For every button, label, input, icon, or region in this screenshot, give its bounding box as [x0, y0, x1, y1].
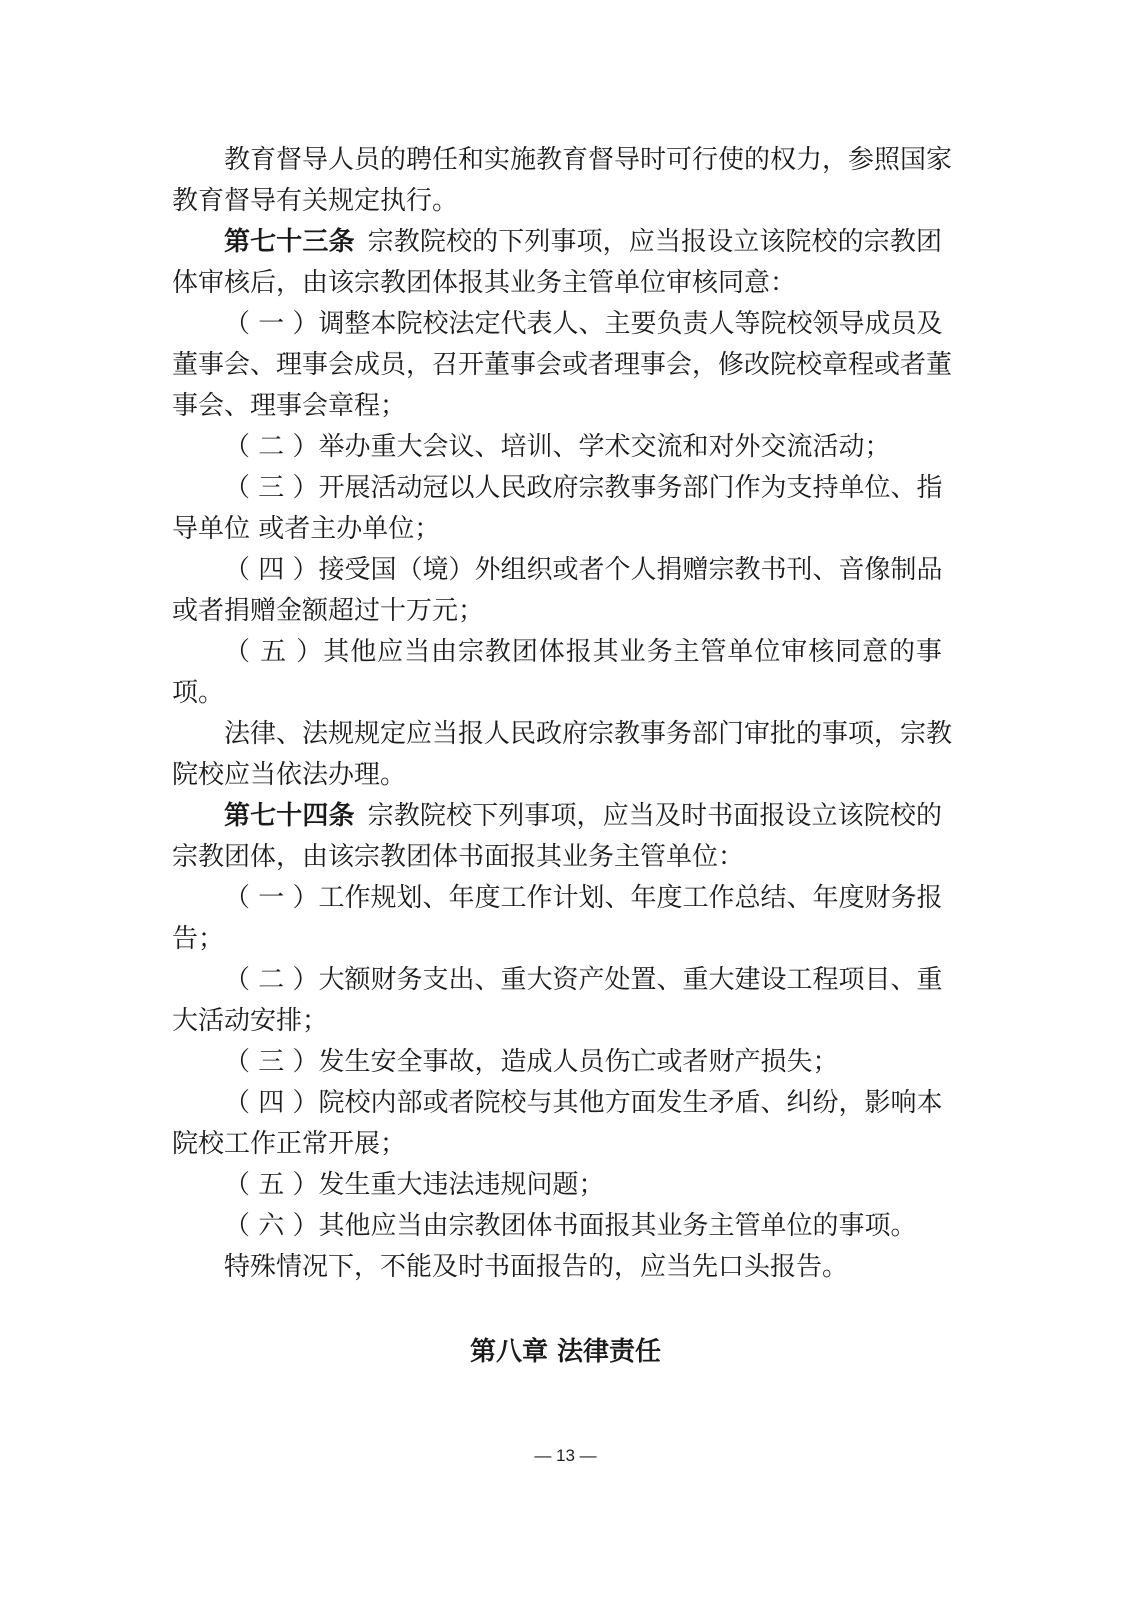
text-line: [172, 427, 942, 468]
line-text: （ 四 ）接受国（境）外组织或者个人捐赠宗教书刊、音像制品: [224, 555, 943, 585]
text-line: [172, 878, 942, 919]
line-text: 导单位 或者主办单位；: [172, 514, 441, 544]
text-line: [172, 304, 942, 345]
paragraph: [172, 960, 942, 1042]
paragraph: [172, 714, 953, 796]
line-text: 教育督导有关规定执行。: [172, 186, 459, 216]
text-line: [172, 673, 942, 714]
paragraph: [172, 1206, 942, 1247]
line-text: （ 五 ）其他应当由宗教团体报其业务主管单位审核同意的事: [224, 637, 942, 667]
line-text: 董事会、理事会成员，召开董事会或者理事会，修改院校章程或者董: [172, 350, 953, 380]
text-line: [172, 919, 942, 960]
chapter-heading: 第八章 法律责任: [469, 1337, 662, 1367]
paragraph: [172, 427, 942, 468]
paragraph: [172, 796, 942, 878]
line-text: （ 六 ）其他应当由宗教团体书面报其业务主管单位的事项。: [224, 1211, 917, 1241]
text-line: [172, 960, 942, 1001]
line-text: 教育督导人员的聘任和实施教育督导时可行使的权力，参照国家: [224, 145, 953, 175]
article-number: 第七十三条: [224, 227, 355, 257]
text-line: [172, 468, 942, 509]
text-line: [172, 714, 953, 755]
paragraph: [172, 222, 942, 304]
text-line: [172, 345, 953, 386]
text-line: [172, 1247, 942, 1288]
line-text: 体审核后，由该宗教团体报其业务主管单位审核同意：: [172, 268, 797, 298]
text-line: [172, 1206, 942, 1247]
line-text: （ 三 ）发生安全事故，造成人员伤亡或者财产损失；: [224, 1047, 839, 1077]
text-line: [172, 755, 942, 796]
line-text: 特殊情况下，不能及时书面报告的，应当先口头报告。: [224, 1252, 849, 1282]
paragraph: [172, 878, 942, 960]
text-line: [172, 509, 942, 550]
paragraph: [172, 1247, 942, 1288]
paragraph: [172, 1165, 942, 1206]
line-text: （ 二 ）举办重大会议、培训、学术交流和对外交流活动；: [224, 432, 891, 462]
line-text: 法律、法规规定应当报人民政府宗教事务部门审批的事项，宗教: [224, 719, 953, 749]
text-line: [172, 140, 953, 181]
text-line: [172, 263, 942, 304]
text-line: [172, 222, 942, 263]
text-line: [172, 550, 942, 591]
line-text: （ 四 ）院校内部或者院校与其他方面发生矛盾、纠纷，影响本: [224, 1088, 943, 1118]
paragraph: [172, 468, 942, 550]
line-text: （ 一 ）调整本院校法定代表人、主要负责人等院校领导成员及: [224, 309, 943, 339]
text-line: [172, 1083, 942, 1124]
line-text: 告；: [172, 924, 225, 954]
line-text: （ 二 ）大额财务支出、重大资产处置、重大建设工程项目、重: [224, 965, 943, 995]
line-text: 或者捐赠金额超过十万元；: [172, 596, 485, 626]
paragraph: [172, 1042, 942, 1083]
paragraph: [172, 1083, 942, 1165]
text-line: [172, 632, 942, 673]
line-text: 宗教院校下列事项，应当及时书面报设立该院校的: [367, 801, 942, 831]
line-text: 院校工作正常开展；: [172, 1129, 407, 1159]
page-number: — 13 —: [534, 1446, 597, 1465]
line-text: 项。: [172, 678, 225, 708]
article-number: 第七十四条: [224, 801, 355, 831]
line-text: 宗教院校的下列事项，应当报设立该院校的宗教团: [367, 227, 942, 257]
line-text: （ 三 ）开展活动冠以人民政府宗教事务部门作为支持单位、指: [224, 473, 943, 503]
text-line: [172, 1001, 942, 1042]
text-line: [172, 386, 942, 427]
line-text: （ 五 ）发生重大违法违规问题；: [224, 1170, 605, 1200]
paragraph: [172, 550, 942, 632]
paragraph: [172, 632, 942, 714]
line-text: （ 一 ）工作规划、年度工作计划、年度工作总结、年度财务报: [224, 883, 943, 913]
text-line: [172, 591, 942, 632]
paragraph: [172, 140, 953, 222]
document-body: [172, 140, 953, 1288]
line-text: 事会、理事会章程；: [172, 391, 407, 421]
text-line: [172, 181, 942, 222]
line-text: 院校应当依法办理。: [172, 760, 407, 790]
line-text: 宗教团体，由该宗教团体书面报其业务主管单位：: [172, 842, 745, 872]
paragraph: [172, 304, 953, 427]
line-text: 大活动安排；: [172, 1006, 329, 1036]
text-line: [172, 1124, 942, 1165]
text-line: [172, 1042, 942, 1083]
text-line: [172, 837, 942, 878]
text-line: [172, 796, 942, 837]
text-line: [172, 1165, 942, 1206]
